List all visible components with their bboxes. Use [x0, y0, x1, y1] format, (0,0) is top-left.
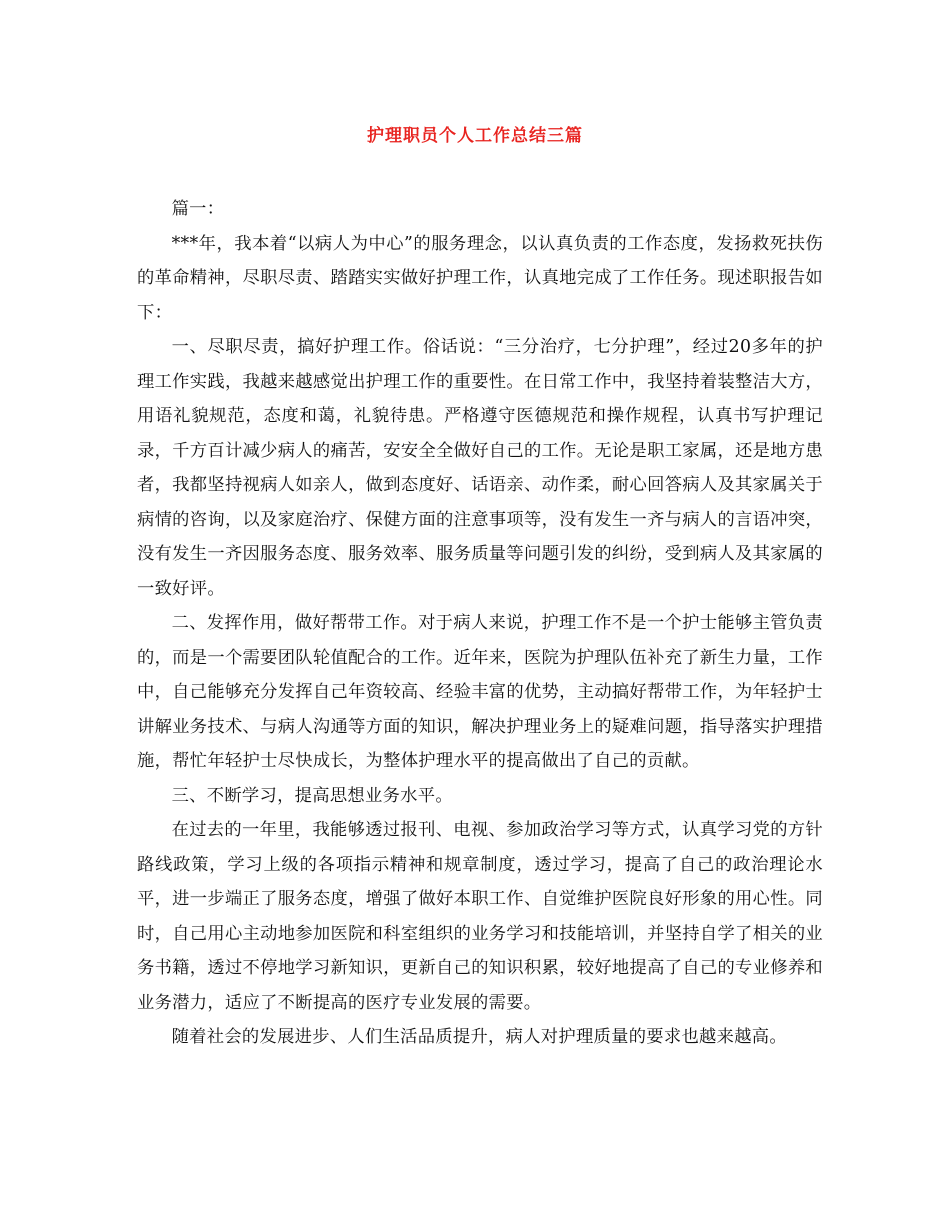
document-body — [137, 192, 823, 1055]
document-title: 护理职员个人工作总结三篇 — [367, 126, 583, 146]
paragraph-duty: 一、尽职尽责，搞好护理工作。俗话说：“三分治疗，七分护理”，经过20多年的护理工作实践，我越来越感觉出护理工作的重要性。在日常工作中，我坚持着装整洁大方，用语礼貌规范，态度和蔼，礼貌待患。严格遵守医德规范和操作规程，认真书写护理记录，千方百计减少病人的痛苦，安安全全做好自己的工作。无论是职工家属，还是地方患者，我都坚持视病人如亲人，做到态度好、话语亲、动作柔，耐心回答病人及其家属关于病情的咨询，以及家庭治疗、保健方面的注意事项等，没有发生一齐与病人的言语冲突，没有发生一齐因服务态度、服务效率、服务质量等问题引发的纠纷，受到病人及其家属的一致好评。 — [137, 337, 823, 599]
paragraph-society: 随着社会的发展进步、人们生活品质提升，病人对护理质量的要求也越来越高。 — [171, 1027, 787, 1047]
paragraph-learning: 在过去的一年里，我能够透过报刊、电视、参加政治学习等方式，认真学习党的方针路线政策，学习上级的各项指示精神和规章制度，透过学习，提高了自己的政治理论水平，进一步端正了服务态度，增强了做好本职工作、自觉维护医院良好形象的用心性。同时，自己用心主动地参加医院和科室组织的业务学习和技能培训，并坚持自学了相关的业务书籍，透过不停地学习新知识，更新自己的知识积累，较好地提高了自己的专业修养和业务潜力，适应了不断提高的医疗专业发展的需要。 — [137, 820, 823, 1013]
paragraph-intro: ***年，我本着“以病人为中心”的服务理念，以认真负责的工作态度，发扬救死扶伤的革命精神，尽职尽责、踏踏实实做好护理工作，认真地完成了工作任务。现述职报告如下： — [137, 233, 823, 323]
section-heading-learning: 三、不断学习，提高思想业务水平。 — [171, 785, 453, 806]
paragraph-mentoring: 二、发挥作用，做好帮带工作。对于病人来说，护理工作不是一个护士能够主管负责的，而是一个需要团队轮值配合的工作。近年来，医院为护理队伍补充了新生力量，工作中，自己能够充分发挥自己年资较高、经验丰富的优势，主动搞好帮带工作，为年轻护士讲解业务技术、与病人沟通等方面的知识，解决护理业务上的疑难问题，指导落实护理措施，帮忙年轻护士尽快成长，为整体护理水平的提高做出了自己的贡献。 — [137, 613, 823, 771]
section-heading-part-one: 篇一： — [171, 199, 225, 219]
